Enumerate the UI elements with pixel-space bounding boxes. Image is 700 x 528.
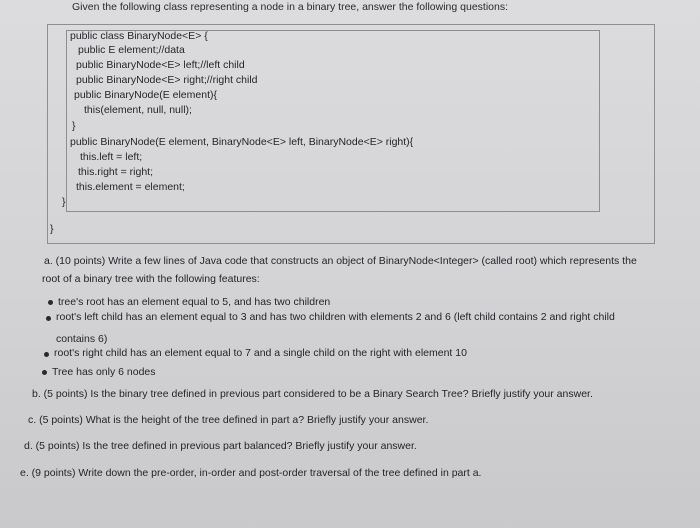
code-line-4: public BinaryNode<E> right;//right child — [76, 74, 258, 86]
bullet-item-3: root's right child has an element equal to 7 and a single child on the right with element 10 — [54, 347, 467, 359]
code-line-3: public BinaryNode<E> left;//left child — [76, 59, 245, 71]
code-line-7: } — [72, 120, 76, 132]
part-c-question: c. (5 points) What is the height of the tree defined in part a? Briefly justify your answer. — [28, 414, 429, 426]
bullet-item-2: root's left child has an element equal to 3 and has two children with elements 2 and 6 (left child contains 2 and right child — [56, 311, 615, 323]
code-line-6: this(element, null, null); — [84, 104, 192, 116]
part-a-line-2: root of a binary tree with the following features: — [42, 273, 260, 285]
code-line-2: public E element;//data — [78, 44, 185, 56]
code-line-10: this.right = right; — [78, 166, 153, 178]
page-heading: Given the following class representing a node in a binary tree, answer the following questions: — [72, 1, 509, 13]
code-line-8: public BinaryNode(E element, BinaryNode<E> left, BinaryNode<E> right){ — [70, 136, 414, 148]
part-b-question: b. (5 points) Is the binary tree defined in previous part considered to be a Binary Search Tree? Briefly justify your answer. — [32, 388, 593, 400]
code-line-12: } — [62, 196, 66, 208]
bullet-item-1: tree's root has an element equal to 5, and has two children — [58, 296, 331, 308]
code-line-1: public class BinaryNode<E> { — [70, 30, 208, 42]
bullet-item-2-continued: contains 6) — [56, 333, 108, 345]
code-line-9: this.left = left; — [80, 151, 143, 163]
bullet-icon — [48, 300, 53, 305]
bullet-icon — [44, 352, 49, 357]
bullet-item-4: Tree has only 6 nodes — [52, 366, 156, 378]
part-a-line-1: a. (10 points) Write a few lines of Java code that constructs an object of BinaryNode<Integer> (called root) which represents the — [44, 255, 637, 267]
code-line-13: } — [50, 223, 54, 235]
part-d-question: d. (5 points) Is the tree defined in previous part balanced? Briefly justify your answer. — [24, 440, 417, 452]
code-line-11: this.element = element; — [76, 181, 185, 193]
part-e-question: e. (9 points) Write down the pre-order, in-order and post-order traversal of the tree defined in part a. — [20, 467, 482, 479]
bullet-icon — [46, 316, 51, 321]
bullet-icon — [42, 370, 47, 375]
code-line-5: public BinaryNode(E element){ — [74, 89, 217, 101]
